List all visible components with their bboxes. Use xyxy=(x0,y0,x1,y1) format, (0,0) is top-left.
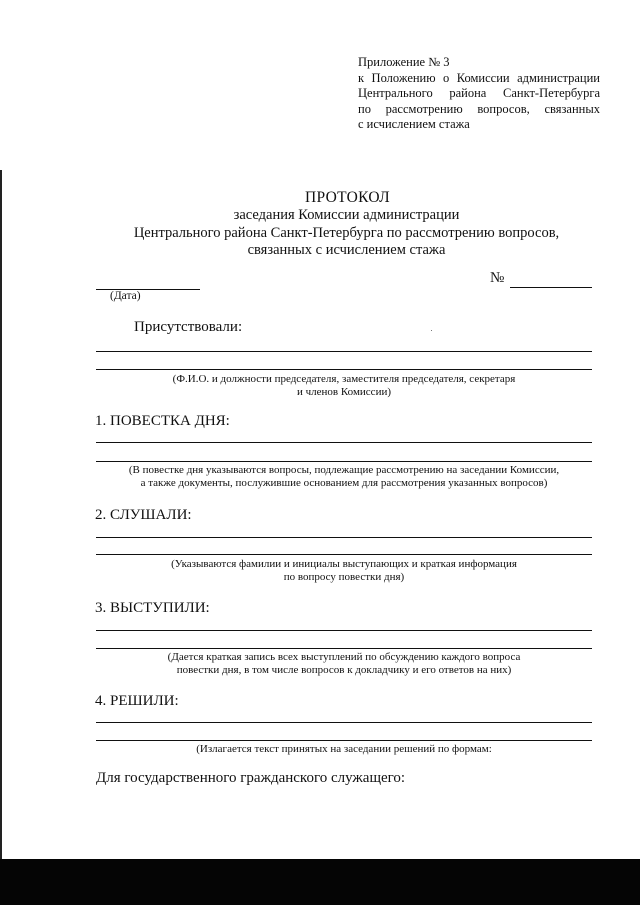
heard-note: (Указываются фамилии и инициалы выступающих и краткая информация xyxy=(171,558,517,570)
agenda-note: а также документы, послужившие основанием для рассмотрения указанных вопросов) xyxy=(140,477,548,489)
scan-bottom-bar xyxy=(0,859,640,905)
present-note: (Ф.И.О. и должности председателя, заместителя председателя, секретаря xyxy=(172,373,516,385)
agenda-heading: 1. ПОВЕСТКА ДНЯ: xyxy=(95,413,230,429)
spoke-note: (Дается краткая запись всех выступлений по обсуждению каждого вопроса xyxy=(167,651,521,663)
spoke-note: повестки дня, в том числе вопросов к докладчику и его ответов на них) xyxy=(176,664,512,676)
agenda-field-line[interactable] xyxy=(96,461,592,462)
heard-heading: 2. СЛУШАЛИ: xyxy=(95,507,192,523)
protocol-subtitle: Центрального района Санкт-Петербурга по рассмотрению вопросов, xyxy=(133,224,560,241)
protocol-subtitle: заседания Комиссии администрации xyxy=(233,207,460,223)
appendix-number: Приложение № 3 xyxy=(358,55,450,69)
heard-field-line[interactable] xyxy=(96,537,592,538)
decided-heading: 4. РЕШИЛИ: xyxy=(95,693,179,709)
heard-note: по вопросу повестки дня) xyxy=(283,571,405,583)
heard-field-line[interactable] xyxy=(96,554,592,555)
appendix-line: к Положению о Комиссии администрации xyxy=(358,70,600,85)
scan-edge-shadow xyxy=(0,170,2,860)
scan-speck xyxy=(431,330,432,331)
date-label: (Дата) xyxy=(110,290,141,302)
protocol-subtitle: связанных с исчислением стажа xyxy=(247,242,446,258)
civil-servant-heading: Для государственного гражданского служащего: xyxy=(96,770,406,786)
spoke-heading: 3. ВЫСТУПИЛИ: xyxy=(95,600,210,616)
present-field-line[interactable] xyxy=(96,369,592,370)
spoke-field-line[interactable] xyxy=(96,630,592,631)
protocol-title-block xyxy=(0,189,640,260)
protocol-title: ПРОТОКОЛ xyxy=(305,189,390,206)
present-note: и членов Комиссии) xyxy=(297,386,391,398)
appendix-block xyxy=(358,55,600,133)
decided-note: (Излагается текст принятых на заседании решений по формам: xyxy=(196,743,492,755)
appendix-line: с исчислением стажа xyxy=(358,117,470,131)
protocol-number-label: № xyxy=(490,270,505,286)
appendix-line: Центрального района Санкт-Петербурга xyxy=(358,86,600,100)
protocol-number-field[interactable] xyxy=(510,287,592,288)
agenda-field-line[interactable] xyxy=(96,442,592,443)
spoke-field-line[interactable] xyxy=(96,648,592,649)
decided-field-line[interactable] xyxy=(96,740,592,741)
decided-field-line[interactable] xyxy=(96,722,592,723)
agenda-note: (В повестке дня указываются вопросы, подлежащие рассмотрению на заседании Комиссии, xyxy=(128,464,560,476)
appendix-line: по рассмотрению вопросов, связанных xyxy=(358,101,600,116)
present-label: Присутствовали: xyxy=(134,319,243,335)
present-field-line[interactable] xyxy=(96,351,592,352)
